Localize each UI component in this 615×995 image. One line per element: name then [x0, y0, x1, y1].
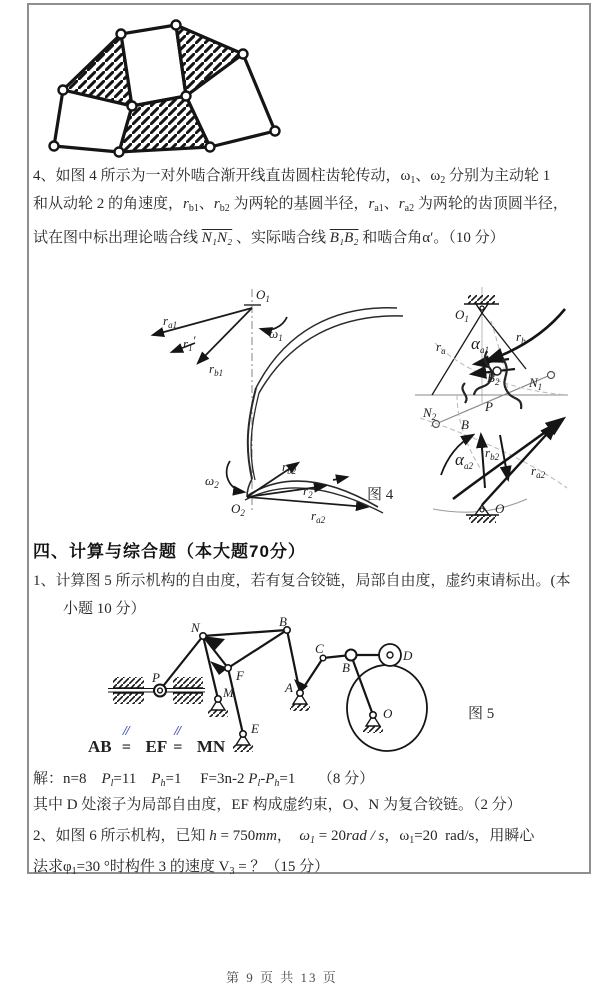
linkage-diagram [42, 8, 294, 162]
solution-line1: 解：n=8 $P_l=11$ $P_h=1$ F=3n-2 $P_l-P_h=1$ （8 分） [33, 771, 375, 789]
fig4-right-P-label: P [485, 399, 493, 414]
question4-line3: 试在图中标出理论啮合线 N₁N₂ 、实际啮合线 B₁B₂ 和啮合角α′。（10 分） [33, 230, 505, 246]
parallel-note: AB // = EF // = MN [88, 724, 226, 756]
fig4-left-O1-label: $O_1$ [256, 287, 270, 304]
fig5-C-label: C [315, 641, 324, 656]
fig5-N-label: N [191, 620, 200, 635]
fig4-left-rb1-label: $r_{b1}$ [209, 361, 224, 378]
question1-line2: 小题 10 分） [63, 601, 146, 617]
fig5-O-label: O [383, 706, 393, 721]
fig4-top-support [468, 295, 495, 304]
question2-line2: 法求$\varphi_1=30$ °时构件 3 的速度 $V_3$ = ？（15 分） [33, 859, 330, 877]
fig4-left-r2p-label: $r_2'$ [303, 480, 316, 500]
figure4-left-gears [153, 287, 403, 525]
fig4-left-ra1-label: $r_{a1}$ [163, 313, 178, 330]
linkage-links [54, 25, 275, 152]
fig5-A-label: A [285, 680, 293, 695]
question4-line1: 4、如图 4 所示为一对外啮合渐开线直齿圆柱齿轮传动，$\omega_1$、$\omega_2$ 分别为主动轮 1 [33, 168, 551, 186]
fig4-right-ra2-label: $r_{a2}$ [531, 463, 546, 480]
figure4 [135, 283, 592, 535]
fig4-left-rb2-label: $r_{b2}$ [282, 459, 297, 476]
fig4-left-w1-label: $\omega_1$ [269, 326, 283, 343]
fig4-right-B2-label: $B_2$ [487, 370, 500, 387]
question2-line1: 2、如图 6 所示机构，已知 h = 750mm， $\omega_1 = 20rad / s$，$\omega_1=20$ rad/s，用瞬心 [33, 828, 535, 846]
fig4-left-w2-label: $\omega_2$ [205, 473, 219, 490]
fig4-left-ra2-label: $r_{a2}$ [311, 508, 326, 525]
fig4-left-O2-label: $O_2$ [231, 501, 245, 518]
fig4-right-B-label: B [461, 417, 469, 432]
fig4-right-O-label: O [495, 501, 505, 516]
fig5-ground-supports [208, 693, 383, 752]
fig5-P-label: P [152, 670, 160, 685]
fig4-left-r1p-label: $r_1'$ [183, 333, 196, 353]
question4-line2: 和从动轮 2 的角速度，$r_{b1}$、$r_{b2}$ 为两轮的基圆半径，$r_{a1}$、$r_{a2}$ 为两轮的齿顶圆半径， [33, 196, 568, 214]
fig4-right-aa2-label: $\alpha_{a2}$ [455, 450, 473, 471]
fig4-right-N2-label: $N_2$ [423, 405, 437, 422]
page-number: 第 9 页 共 13 页 [226, 970, 338, 985]
figure5-caption: 图 5 [468, 706, 495, 722]
fig5-E-label: E [251, 721, 259, 736]
fig4-bottom-support [469, 515, 496, 523]
solution-line2: 其中 D 处滚子为局部自由度，EF 构成虚约束，O、N 为复合铰链。（2 分） [33, 797, 522, 813]
fig4-right-ra-label: $r_a$ [436, 339, 446, 356]
fig4-right-O1-label: $O_1$ [455, 307, 469, 324]
fig4-right-rb2-label: $r_{b2}$ [485, 445, 500, 462]
question1-line1: 1、计算图 5 所示机构的自由度，若有复合铰链，局部自由度，虚约束请标出。(本 [33, 573, 571, 589]
fig4-right-N1-label: $N_1$ [529, 375, 543, 392]
figure4-caption: 图 4 [367, 487, 394, 503]
fig5-Bmid-label: B [342, 660, 350, 675]
fig5-Btop-label: B [279, 614, 287, 629]
figure4-right-solution [415, 287, 568, 523]
fig5-F-label: F [236, 668, 244, 683]
fig5-D-label: D [403, 648, 413, 663]
section4-title: 四、计算与综合题（本大题70分） [33, 542, 306, 561]
fig5-M-label: M [223, 685, 234, 700]
fig4-right-aa1-label: $\alpha_{a1}$ [471, 334, 489, 355]
fig4-right-rb-label: $r_b$ [516, 329, 526, 346]
